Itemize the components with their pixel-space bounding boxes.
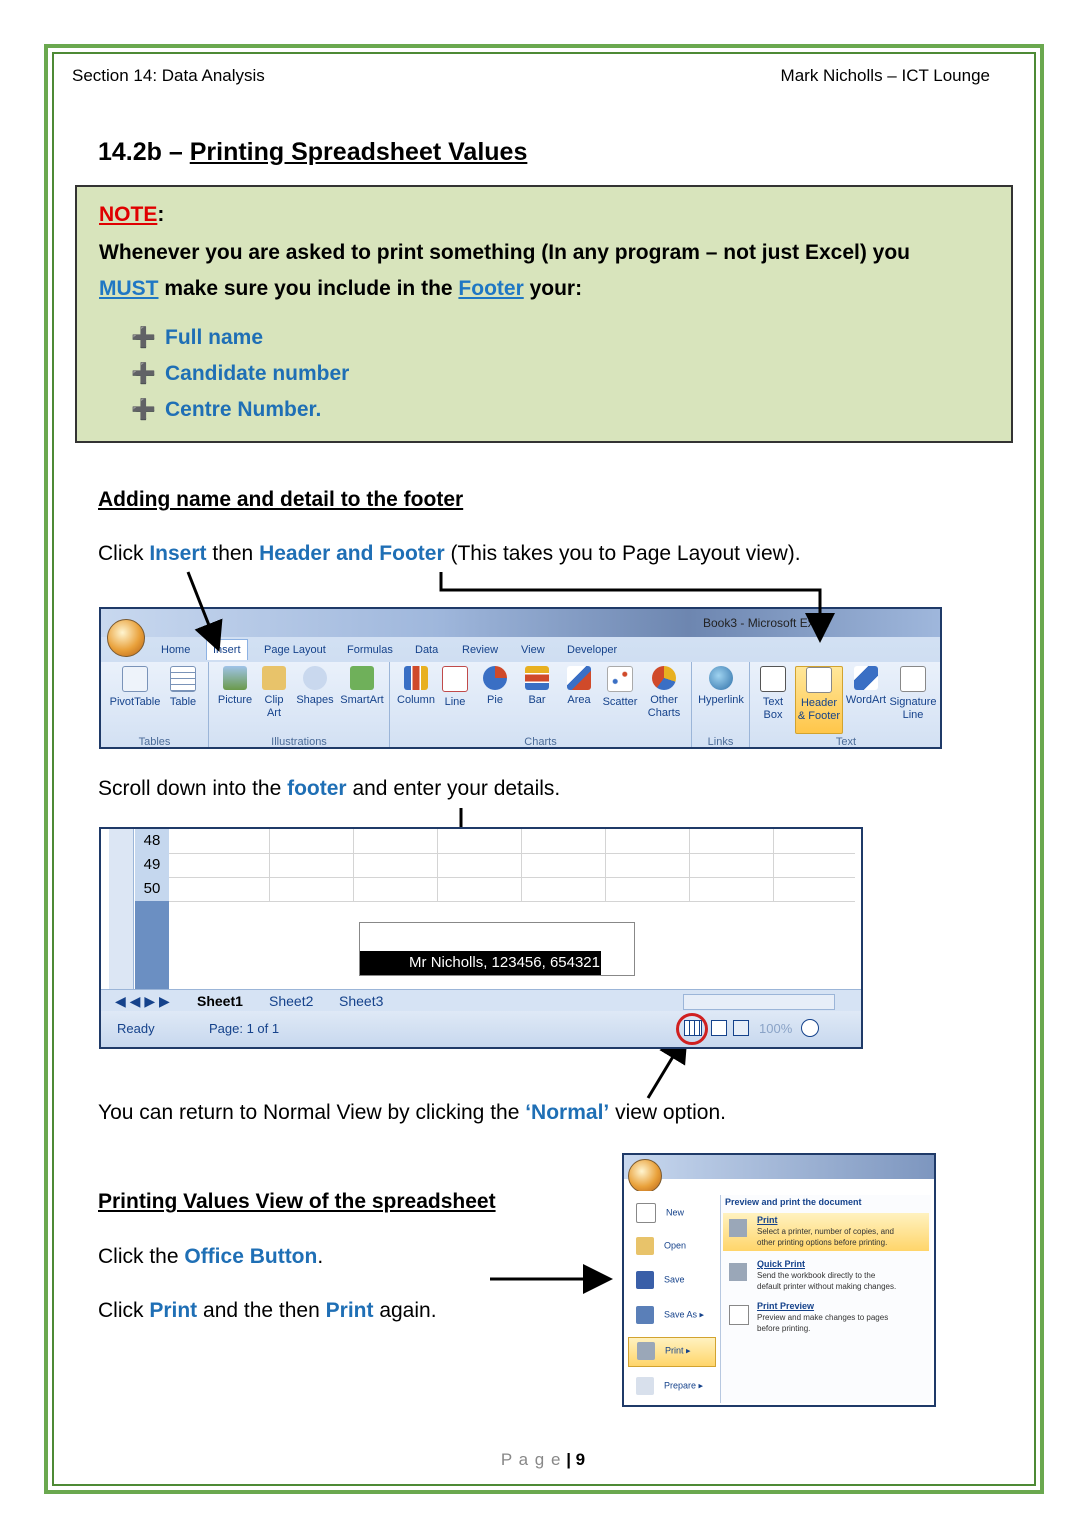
text-box-button[interactable]: Text Box (756, 666, 790, 722)
footer-text[interactable]: Mr Nicholls, 123456, 654321 (360, 951, 601, 975)
group-text: Text Box Header & Footer WordArt Signature Line Text (750, 662, 942, 749)
note-text: Whenever you are asked to print something (In any program – not just Excel) you MUST make sure you include in the Footer your: (99, 241, 910, 300)
tab-insert[interactable]: Insert (206, 639, 248, 660)
tab-sheet3[interactable]: Sheet3 (339, 993, 384, 1009)
excel-footer-screenshot (99, 827, 863, 1049)
area-chart-button[interactable]: Area (562, 666, 596, 707)
tab-home[interactable]: Home (161, 644, 191, 656)
save-icon (636, 1271, 654, 1289)
zoom-out-icon[interactable] (801, 1019, 819, 1037)
tab-page-layout[interactable]: Page Layout (264, 644, 326, 656)
prepare-icon (636, 1377, 654, 1395)
step-print: Click Print and the then Print again. (98, 1299, 437, 1322)
footer-section-box[interactable] (359, 922, 635, 976)
tab-review[interactable]: Review (462, 644, 499, 656)
column-chart-button[interactable]: Column (394, 666, 438, 707)
bullet-full-name: ➕ Full name (131, 326, 264, 349)
shapes-button[interactable]: Shapes (293, 666, 337, 707)
page-title: 14.2b – Printing Spreadsheet Values (98, 138, 528, 166)
zoom-level: 100% (759, 1021, 793, 1036)
printer-icon (637, 1342, 655, 1360)
tab-sheet2[interactable]: Sheet2 (269, 993, 314, 1009)
folder-icon (636, 1237, 654, 1255)
page-number: P a g e | 9 (500, 1450, 586, 1469)
signature-line-button[interactable]: Signature Line (888, 666, 938, 722)
print-option[interactable]: Print Select a printer, number of copies, and other printing options before printing. (723, 1213, 929, 1251)
group-tables: PivotTable Table Tables (101, 662, 209, 749)
picture-button[interactable]: Picture (213, 666, 257, 707)
header-left: Section 14: Data Analysis (72, 66, 265, 85)
tab-sheet1[interactable]: Sheet1 (197, 993, 243, 1009)
save-as-icon (636, 1306, 654, 1324)
menu-item-save[interactable]: Save (636, 1271, 685, 1289)
arrow-bullet-icon: ➕ (131, 327, 156, 349)
group-charts: Column Line Pie Bar Area Scatter Other Charts Charts (390, 662, 692, 749)
status-ready: Ready (117, 1021, 155, 1036)
printer-icon (729, 1219, 747, 1237)
gridline (169, 853, 855, 854)
gridline (169, 877, 855, 878)
group-links: Hyperlink Links (692, 662, 750, 749)
horizontal-scrollbar[interactable] (683, 994, 835, 1010)
bullet-centre: ➕ Centre Number. (131, 398, 322, 421)
row-header: 48 (135, 829, 169, 854)
step-normal-view: You can return to Normal View by clicking the ‘Normal’ view option. (98, 1101, 726, 1124)
scatter-chart-button[interactable]: Scatter (600, 666, 640, 709)
step-insert: Click Insert then Header and Footer (This takes you to Page Layout view). (98, 542, 801, 565)
sheet-tab-bar (101, 989, 861, 1012)
clip-art-button[interactable]: Clip Art (259, 666, 289, 720)
office-menu-commands (628, 1191, 720, 1405)
quick-print-option[interactable]: Quick Print Send the workbook directly to the default printer without making changes. (723, 1257, 929, 1295)
normal-view-highlight (676, 1013, 708, 1045)
gridline (437, 829, 438, 901)
new-icon (636, 1203, 656, 1223)
pie-chart-button[interactable]: Pie (480, 666, 510, 707)
menu-item-new[interactable]: New (636, 1203, 684, 1223)
gridline (269, 829, 270, 901)
wordart-button[interactable]: WordArt (844, 666, 888, 707)
menu-item-open[interactable]: Open (636, 1237, 686, 1255)
note-label: NOTE: (99, 203, 165, 226)
menu-item-prepare[interactable]: Prepare ▸ (636, 1377, 703, 1395)
office-menu-screenshot (622, 1153, 936, 1407)
bullet-candidate: ➕ Candidate number (131, 362, 350, 385)
tab-developer[interactable]: Developer (567, 644, 618, 656)
vertical-ruler (109, 829, 134, 989)
arrow-to-normal-view (648, 1045, 680, 1098)
tab-data[interactable]: Data (415, 644, 439, 656)
print-submenu (720, 1195, 931, 1403)
menu-item-save-as[interactable]: Save As ▸ (636, 1306, 704, 1324)
step-scroll-footer: Scroll down into the footer and enter your details. (98, 777, 561, 800)
table-button[interactable]: Table (165, 666, 201, 709)
arrow-to-header-footer (441, 572, 820, 628)
other-charts-button[interactable]: Other Charts (644, 666, 684, 720)
gridline (169, 901, 855, 902)
bar-chart-button[interactable]: Bar (522, 666, 552, 707)
margin-column (135, 901, 169, 989)
sheet-nav-icon[interactable]: ◀ ◀ ▶ ▶ (115, 993, 170, 1009)
step-office-button: Click the Office Button. (98, 1245, 324, 1268)
tab-formulas[interactable]: Formulas (347, 644, 393, 656)
smartart-button[interactable]: SmartArt (337, 666, 387, 707)
line-chart-button[interactable]: Line (440, 666, 470, 709)
pivottable-button[interactable]: PivotTable (107, 666, 163, 709)
section-heading-footer: Adding name and detail to the footer (98, 488, 464, 511)
menu-item-print[interactable]: Print ▸ (628, 1337, 716, 1367)
footer-word: Footer (458, 277, 524, 300)
header-footer-button[interactable]: Header & Footer (795, 666, 843, 734)
office-menu-title-bar (624, 1155, 934, 1179)
row-header: 49 (135, 853, 169, 878)
row-header: 50 (135, 877, 169, 902)
hyperlink-button[interactable]: Hyperlink (694, 666, 748, 707)
section-heading-printing: Printing Values View of the spreadsheet (98, 1190, 496, 1213)
group-illustrations: Picture Clip Art Shapes SmartArt Illustrations (209, 662, 390, 749)
page-layout-view-icon[interactable] (711, 1020, 727, 1036)
status-page: Page: 1 of 1 (209, 1021, 280, 1036)
tab-view[interactable]: View (521, 644, 545, 656)
arrow-bullet-icon: ➕ (131, 399, 156, 421)
gridline (521, 829, 522, 901)
gridline (353, 829, 354, 901)
gridline (773, 829, 774, 901)
status-bar (101, 1011, 861, 1049)
window-title: Book3 - Microsoft Excel (703, 616, 830, 630)
gridline (689, 829, 690, 901)
page-break-view-icon[interactable] (733, 1020, 749, 1036)
gridline (605, 829, 606, 901)
print-preview-option[interactable]: Print Preview Preview and make changes to pages before printing. (723, 1299, 929, 1337)
submenu-heading: Preview and print the document (725, 1197, 862, 1207)
must-word: MUST (99, 277, 159, 300)
header-right: Mark Nicholls – ICT Lounge (780, 66, 990, 85)
quick-print-icon (729, 1263, 747, 1281)
arrow-bullet-icon: ➕ (131, 363, 156, 385)
magnifier-icon (729, 1305, 749, 1325)
arrow-to-insert (188, 572, 214, 638)
office-button-icon[interactable] (628, 1159, 662, 1193)
